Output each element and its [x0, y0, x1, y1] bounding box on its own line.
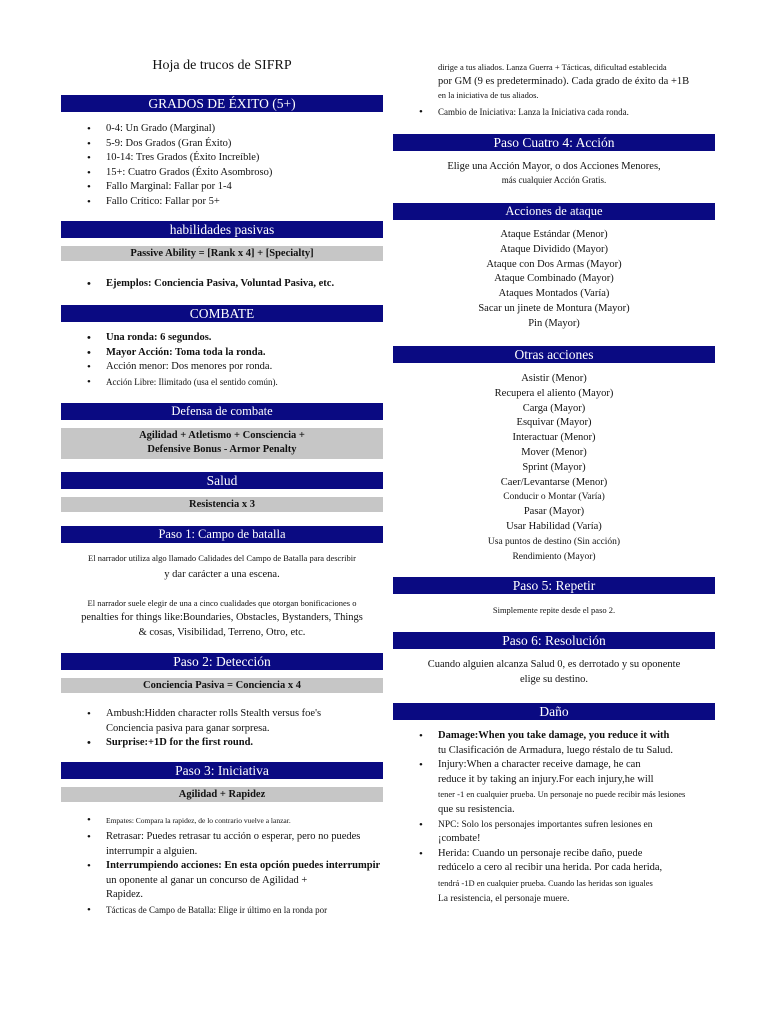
list-item: • Ejemplos: Conciencia Pasiva, Voluntad Pasiva, etc.	[61, 277, 383, 292]
combate-heading: COMBATE	[61, 305, 383, 322]
list-item: Caer/Levantarse (Menor)	[500, 476, 608, 488]
list-item	[393, 729, 715, 758]
paso3-list-cont	[393, 105, 715, 120]
dano-text: tendrá -1D en cualquier prueba. Cuando las heridas son iguales	[438, 877, 653, 888]
otras-heading: Otras acciones	[393, 346, 715, 363]
list-item: Pin (Mayor)	[528, 317, 580, 329]
paso1-text: El narrador suele elegir de una a cinco cualidades que otorgan bonificaciones o	[87, 598, 357, 608]
list-item: Ataque Dividido (Mayor)	[500, 243, 608, 255]
list-item: • Fallo Marginal: Fallar por 1-4	[61, 180, 383, 195]
list-item	[61, 859, 383, 903]
combate-list	[61, 331, 383, 389]
dano-text: tener -1 en cualquier prueba. Un personaje no puede recibir más lesiones	[438, 789, 686, 800]
dano-text: tu Clasificación de Armadura, luego réstalo de tu Salud.	[438, 744, 674, 756]
paso3-continued	[393, 60, 715, 101]
dano-heading: Daño	[393, 703, 715, 720]
paso1-text: & cosas, Visibilidad, Terreno, Otro, etc.	[138, 627, 306, 638]
list-item	[61, 707, 383, 736]
list-item: Mover (Menor)	[521, 446, 587, 458]
paso1-text: y dar carácter a una escena.	[164, 569, 280, 580]
paso3-list	[61, 814, 383, 918]
dano-text: NPC: Solo los personajes importantes sufren lesiones en	[438, 819, 653, 830]
list-item: • 10-14: Tres Grados (Éxito Increíble)	[61, 151, 383, 166]
paso3-text: un oponente al ganar un concurso de Agilidad +	[106, 874, 308, 886]
list-item: Pasar (Mayor)	[523, 506, 585, 518]
list-item	[61, 830, 383, 859]
paso6-heading: Paso 6: Resolución	[393, 632, 715, 649]
paso3-text: por GM (9 es predeterminado). Cada grado de éxito da +1B	[438, 76, 690, 87]
list-item: Ataque con Dos Armas (Mayor)	[486, 258, 622, 270]
dano-text: reduce it by taking an injury.For each injury,he will	[438, 773, 654, 785]
list-item: Usar Habilidad (Varía)	[506, 520, 602, 532]
list-item	[393, 847, 715, 906]
list-item: • 0-4: Un Grado (Marginal)	[61, 122, 383, 137]
paso4-line: Elige una Acción Mayor, o dos Acciones Menores,	[447, 161, 661, 172]
list-item: • Empates: Compara la rapidez, de lo contrario vuelve a lanzar.	[61, 814, 383, 827]
page-title: Hoja de trucos de SIFRP	[152, 58, 292, 73]
list-item: Recupera el aliento (Mayor)	[494, 387, 614, 399]
grados-heading: GRADOS DE ÉXITO (5+)	[61, 95, 383, 112]
pasivas-formula: Passive Ability = [Rank x 4] + [Specialty]	[61, 246, 383, 261]
dano-text: Damage:When you take damage, you reduce it with	[438, 730, 670, 741]
dano-list	[393, 729, 715, 906]
list-item: • Una ronda: 6 segundos.	[61, 331, 383, 346]
defensa-formula	[61, 428, 383, 459]
paso3-formula: Agilidad + Rapidez	[61, 787, 383, 802]
salud-heading: Salud	[61, 472, 383, 489]
grados-list	[61, 122, 383, 210]
list-item: • Tácticas de Campo de Batalla: Elige ir último en la ronda por	[61, 903, 383, 918]
ataque-list	[393, 228, 715, 332]
list-item: Usa puntos de destino (Sin acción)	[487, 536, 621, 547]
list-item: • Acción menor: Dos menores por ronda.	[61, 360, 383, 375]
paso3-text: dirige a tus aliados. Lanza Guerra + Tácticas, dificultad establecida	[438, 62, 667, 72]
ataque-heading: Acciones de ataque	[393, 203, 715, 220]
list-item: Ataques Montados (Varía)	[498, 288, 610, 300]
paso2-heading: Paso 2: Detección	[61, 653, 383, 670]
paso5-heading: Paso 5: Repetir	[393, 577, 715, 594]
list-item: Ataque Estándar (Menor)	[500, 229, 608, 240]
list-item: Sprint (Mayor)	[522, 461, 586, 473]
paso2-formula: Conciencia Pasiva = Conciencia x 4	[61, 678, 383, 693]
paso5-line: Simplemente repite desde el paso 2.	[492, 605, 616, 615]
list-item: • Cambio de Iniciativa: Lanza la Iniciativa cada ronda.	[393, 105, 715, 120]
defensa-line-2: Defensive Bonus - Armor Penalty	[147, 444, 297, 455]
otras-list	[393, 372, 715, 564]
paso4-line: más cualquier Acción Gratis.	[501, 175, 607, 185]
paso1-heading: Paso 1: Campo de batalla	[61, 526, 383, 543]
paso3-text: Rapidez.	[106, 889, 144, 901]
dano-text: que su resistencia.	[438, 803, 515, 815]
paso2-text: Ambush:Hidden character rolls Stealth versus foe's	[106, 708, 322, 719]
paso1-paragraph-1	[61, 551, 383, 582]
dano-text: La resistencia, el personaje muere.	[438, 893, 570, 904]
paso6-text	[393, 657, 715, 687]
defensa-line-1: Agilidad + Atletismo + Consciencia +	[139, 430, 305, 441]
list-item	[393, 758, 715, 817]
dano-text: Herida: Cuando un personaje recibe daño, puede	[438, 847, 643, 859]
list-item: Interactuar (Menor)	[512, 432, 596, 444]
paso6-line: Cuando alguien alcanza Salud 0, es derrotado y su oponente	[427, 659, 681, 670]
defensa-heading: Defensa de combate	[61, 403, 383, 420]
list-item: • Surprise:+1D for the first round.	[61, 736, 383, 751]
dano-text: ¡combate!	[438, 833, 481, 845]
list-item: Asistir (Menor)	[521, 373, 587, 384]
paso1-text: penalties for things like:Boundaries, Obstacles, Bystanders, Things	[81, 612, 363, 623]
paso3-text: Retrasar: Puedes retrasar tu acción o esperar, pero no puedes	[106, 831, 361, 842]
paso2-text: Conciencia pasiva para ganar sorpresa.	[106, 722, 270, 734]
list-item: • 5-9: Dos Grados (Gran Éxito)	[61, 137, 383, 152]
list-item: Esquivar (Mayor)	[516, 417, 592, 429]
paso3-text: en la iniciativa de tus aliados.	[438, 90, 539, 100]
dano-text: Injury:When a character receive damage, he can	[438, 759, 641, 771]
paso1-text: El narrador utiliza algo llamado Calidades del Campo de Batalla para describir	[88, 553, 356, 563]
paso2-list	[61, 707, 383, 751]
paso6-line: elige su destino.	[520, 674, 588, 685]
list-item: Rendimiento (Mayor)	[512, 551, 596, 562]
salud-formula: Resistencia x 3	[61, 497, 383, 512]
paso3-heading: Paso 3: Iniciativa	[61, 762, 383, 779]
list-item	[393, 818, 715, 847]
paso3-text: interrumpir a alguien.	[106, 845, 198, 857]
list-item: Conducir o Montar (Varía)	[503, 492, 605, 503]
list-item: • Acción Libre: Ilimitado (usa el sentido común).	[61, 375, 383, 390]
paso4-text	[393, 160, 715, 186]
list-item: Ataque Combinado (Mayor)	[494, 273, 614, 285]
list-item: • Mayor Acción: Toma toda la ronda.	[61, 346, 383, 361]
paso3-text: Interrumpiendo acciones: En esta opción puedes interrumpir	[106, 860, 381, 872]
pasivas-list	[61, 277, 383, 292]
pasivas-heading: habilidades pasivas	[61, 221, 383, 238]
list-item: • Fallo Crítico: Fallar por 5+	[61, 195, 383, 210]
dano-text: redúcelo a cero al recibir una herida. Por cada herida,	[438, 862, 663, 874]
paso5-text	[393, 603, 715, 617]
list-item: Carga (Mayor)	[522, 402, 586, 414]
list-item: Sacar un jinete de Montura (Mayor)	[478, 302, 630, 314]
paso1-paragraph-2	[61, 596, 383, 640]
paso4-heading: Paso Cuatro 4: Acción	[393, 134, 715, 151]
list-item: • 15+: Cuatro Grados (Éxito Asombroso)	[61, 166, 383, 181]
